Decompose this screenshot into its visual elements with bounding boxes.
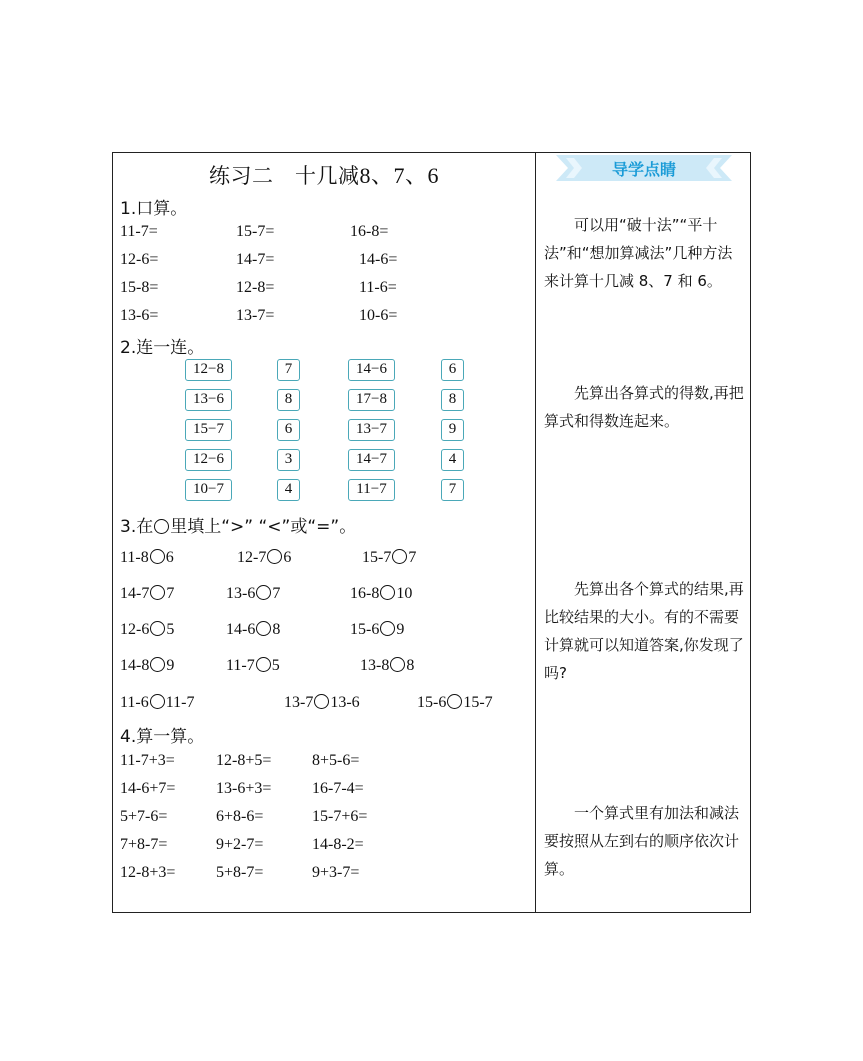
compare-item: 11-8 6 — [120, 549, 174, 566]
calc-item: 14-6= — [359, 251, 398, 268]
compare-circle[interactable] — [256, 621, 271, 636]
circle-icon — [154, 519, 169, 534]
match-expression-box[interactable]: 14−7 — [348, 449, 395, 471]
match-expression-box[interactable]: 13−6 — [185, 389, 232, 411]
compare-circle[interactable] — [392, 549, 407, 564]
title-numbers: 8、7、6 — [359, 163, 439, 188]
calc-item: 7+8-7= — [120, 836, 168, 853]
hint-paragraph: 先算出各算式的得数,再把算式和得数连起来。 — [544, 384, 744, 430]
compare-circle[interactable] — [150, 621, 165, 636]
compare-item: 12-7 6 — [237, 549, 292, 566]
compare-item: 14-7 7 — [120, 585, 175, 602]
compare-item: 12-6 5 — [120, 621, 175, 638]
match-expression-box[interactable]: 11−7 — [348, 479, 395, 501]
compare-circle[interactable] — [390, 657, 405, 672]
calc-item: 9+2-7= — [216, 836, 264, 853]
calc-item: 15-7+6= — [312, 808, 368, 825]
calc-item: 12-8+5= — [216, 752, 272, 769]
match-answer-box[interactable]: 8 — [277, 389, 300, 411]
calc-item: 12-8= — [236, 279, 275, 296]
calc-item: 8+5-6= — [312, 752, 360, 769]
compare-item: 16-8 10 — [350, 585, 413, 602]
exercise-column — [113, 153, 535, 912]
calc-item: 14-8-2= — [312, 836, 364, 853]
compare-circle[interactable] — [150, 585, 165, 600]
calc-item: 15-8= — [120, 279, 159, 296]
calc-item: 12-8+3= — [120, 864, 176, 881]
section-1-title: 1.口算。 — [120, 199, 188, 219]
match-expression-box[interactable]: 17−8 — [348, 389, 395, 411]
compare-circle[interactable] — [380, 585, 395, 600]
worksheet-table — [112, 152, 751, 913]
section-3-label-pre: 3.在 — [120, 517, 154, 537]
match-answer-box[interactable]: 8 — [441, 389, 464, 411]
guidance-column — [536, 153, 750, 912]
calc-item: 14-7= — [236, 251, 275, 268]
calc-item: 16-8= — [350, 223, 389, 240]
compare-item: 13-8 8 — [360, 657, 415, 674]
guidance-banner — [556, 155, 732, 181]
calc-item: 5+8-7= — [216, 864, 264, 881]
compare-circle[interactable] — [150, 657, 165, 672]
match-expression-box[interactable]: 10−7 — [185, 479, 232, 501]
calc-item: 6+8-6= — [216, 808, 264, 825]
calc-item: 13-6+3= — [216, 780, 272, 797]
calc-item: 11-6= — [359, 279, 397, 296]
calc-item: 13-6= — [120, 307, 159, 324]
match-answer-box[interactable]: 3 — [277, 449, 300, 471]
calc-item: 13-7= — [236, 307, 275, 324]
match-expression-box[interactable]: 13−7 — [348, 419, 395, 441]
compare-circle[interactable] — [256, 657, 271, 672]
match-answer-box[interactable]: 7 — [277, 359, 300, 381]
compare-circle[interactable] — [380, 621, 395, 636]
calc-item: 9+3-7= — [312, 864, 360, 881]
compare-circle[interactable] — [447, 694, 462, 709]
match-expression-box[interactable]: 12−6 — [185, 449, 232, 471]
match-answer-box[interactable]: 4 — [277, 479, 300, 501]
calc-item: 12-6= — [120, 251, 159, 268]
compare-circle[interactable] — [150, 694, 165, 709]
page-title — [113, 159, 535, 190]
match-expression-box[interactable]: 14−6 — [348, 359, 395, 381]
calc-item: 16-7-4= — [312, 780, 364, 797]
compare-item: 15-6 15-7 — [417, 694, 493, 711]
calc-item: 5+7-6= — [120, 808, 168, 825]
match-answer-box[interactable]: 6 — [277, 419, 300, 441]
hint-paragraph: 一个算式里有加法和减法要按照从左到右的顺序依次计算。 — [544, 804, 740, 878]
compare-item: 11-7 5 — [226, 657, 280, 674]
calc-item: 10-6= — [359, 307, 398, 324]
section-3-title — [120, 512, 356, 537]
compare-circle[interactable] — [314, 694, 329, 709]
compare-item: 14-6 8 — [226, 621, 281, 638]
match-expression-box[interactable]: 15−7 — [185, 419, 232, 441]
calc-item: 15-7= — [236, 223, 275, 240]
match-answer-box[interactable]: 7 — [441, 479, 464, 501]
calc-item: 11-7= — [120, 223, 158, 240]
hint-paragraph: 先算出各个算式的结果,再比较结果的大小。有的不需要计算就可以知道答案,你发现了吗? — [544, 580, 744, 682]
match-expression-box[interactable]: 12−8 — [185, 359, 232, 381]
banner-title: 导学点睛 — [611, 160, 676, 179]
title-text: 练习二 十几减 — [208, 164, 360, 188]
section-4-title: 4.算一算。 — [120, 727, 205, 747]
compare-item: 14-8 9 — [120, 657, 175, 674]
match-answer-box[interactable]: 6 — [441, 359, 464, 381]
section-3-label-post: 里填上“>” “<”或“=”。 — [170, 517, 357, 537]
section-2-title: 2.连一连。 — [120, 338, 205, 358]
match-answer-box[interactable]: 4 — [441, 449, 464, 471]
compare-circle[interactable] — [150, 549, 165, 564]
compare-item: 13-7 13-6 — [284, 694, 360, 711]
compare-circle[interactable] — [267, 549, 282, 564]
compare-item: 13-6 7 — [226, 585, 281, 602]
compare-circle[interactable] — [256, 585, 271, 600]
calc-item: 14-6+7= — [120, 780, 176, 797]
compare-item: 15-7 7 — [362, 549, 417, 566]
calc-item: 11-7+3= — [120, 752, 175, 769]
hint-paragraph: 可以用“破十法”“平十法”和“想加算减法”几种方法来计算十几减 8、7 和 6。 — [544, 216, 733, 290]
match-answer-box[interactable]: 9 — [441, 419, 464, 441]
compare-item: 15-6 9 — [350, 621, 405, 638]
compare-item: 11-6 11-7 — [120, 694, 195, 711]
